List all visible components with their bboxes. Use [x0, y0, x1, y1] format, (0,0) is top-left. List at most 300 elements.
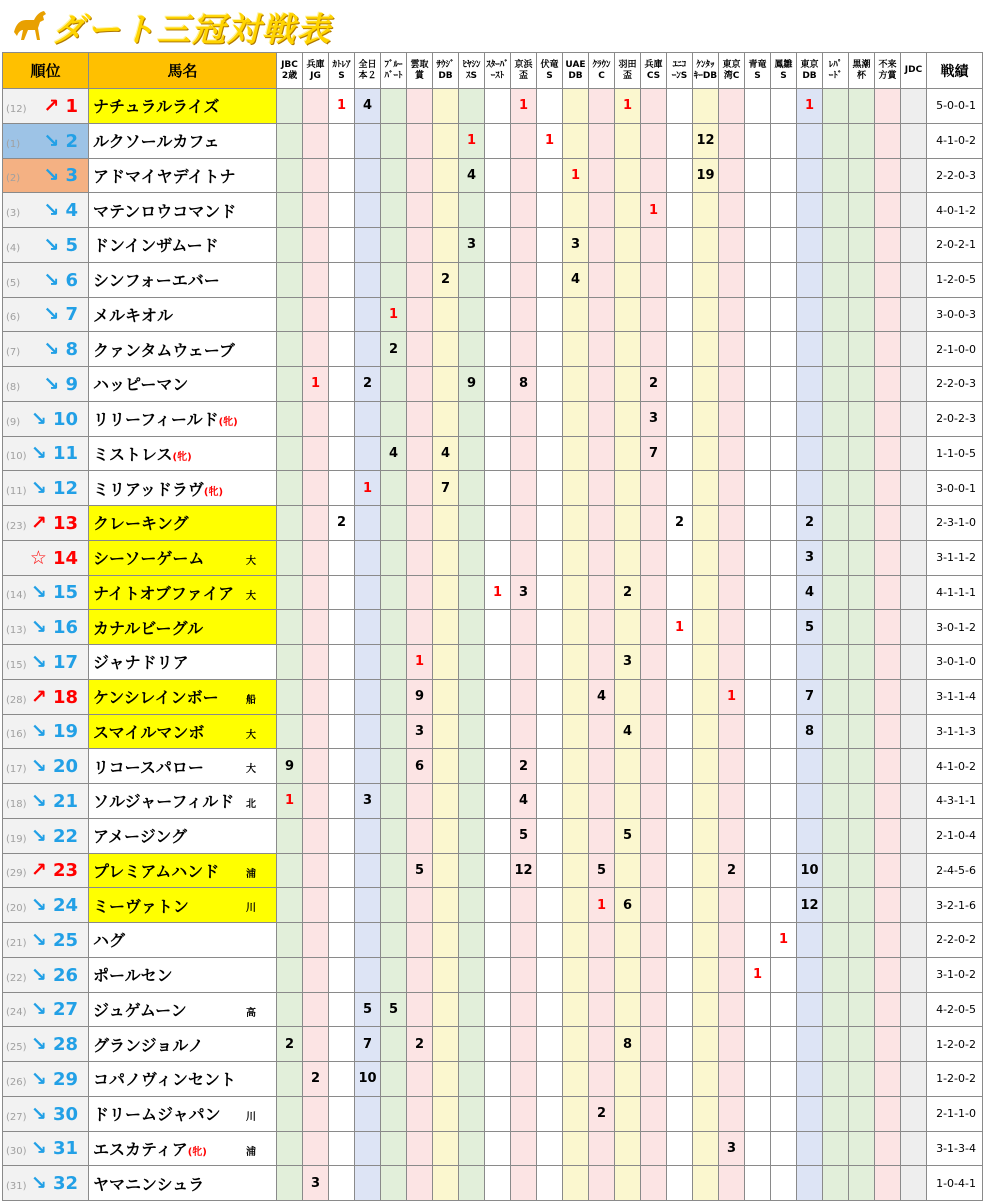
horse-name: クレーキング	[93, 514, 189, 534]
result-cell: 9	[407, 679, 433, 714]
result-cell	[615, 158, 641, 193]
arrow-down-icon: ↘	[31, 755, 47, 778]
race-header: JBC 2歳	[277, 53, 303, 89]
rank-cell	[3, 471, 89, 506]
result-cell	[537, 540, 563, 575]
result-cell	[277, 1166, 303, 1201]
horse-name: スマイルマンボ	[93, 722, 205, 742]
result-cell	[667, 749, 693, 784]
result-cell	[329, 1096, 355, 1131]
table-row	[3, 1096, 983, 1131]
result-cell	[303, 784, 329, 819]
result-cell	[823, 957, 849, 992]
result-cell	[459, 1027, 485, 1062]
horse-name: ミーヴァトン	[93, 896, 189, 916]
result-cell	[329, 436, 355, 471]
result-cell	[563, 1062, 589, 1097]
result-cell	[589, 123, 615, 158]
result-cell	[355, 158, 381, 193]
result-cell	[433, 193, 459, 228]
result-cell	[641, 610, 667, 645]
result-cell	[433, 645, 459, 680]
previous-rank: (4)	[6, 242, 21, 254]
previous-rank: (1)	[6, 138, 21, 150]
record-cell: 3-1-1-4	[927, 679, 983, 714]
result-cell	[537, 1131, 563, 1166]
result-cell	[719, 645, 745, 680]
result-cell	[433, 367, 459, 402]
result-cell	[511, 1096, 537, 1131]
result-cell	[407, 158, 433, 193]
result-cell	[433, 332, 459, 367]
header-rank: 順位	[3, 53, 89, 89]
record-cell: 2-0-2-3	[927, 401, 983, 436]
arrow-down-icon: ↘	[31, 824, 47, 847]
result-cell	[823, 540, 849, 575]
result-cell: 8	[797, 714, 823, 749]
record-cell: 1-1-0-5	[927, 436, 983, 471]
horse-cell	[89, 1131, 277, 1166]
result-cell	[329, 610, 355, 645]
result-cell: 6	[615, 888, 641, 923]
result-cell	[563, 332, 589, 367]
previous-rank: (17)	[6, 764, 27, 776]
horse-name: ナチュラルライズ	[93, 97, 220, 117]
arrow-down-icon: ↘	[43, 372, 60, 395]
result-cell	[615, 228, 641, 263]
result-cell	[511, 1062, 537, 1097]
result-cell	[797, 123, 823, 158]
result-cell	[511, 714, 537, 749]
result-cell	[355, 923, 381, 958]
result-cell	[745, 1096, 771, 1131]
horse-cell	[89, 784, 277, 819]
result-cell: 1	[329, 89, 355, 124]
result-cell	[407, 610, 433, 645]
result-cell	[745, 193, 771, 228]
result-cell	[719, 89, 745, 124]
arrow-down-icon: ↘	[31, 963, 47, 986]
horse-cell	[89, 471, 277, 506]
result-cell	[641, 471, 667, 506]
result-cell	[901, 540, 927, 575]
result-cell	[329, 888, 355, 923]
result-cell	[381, 89, 407, 124]
result-cell	[823, 401, 849, 436]
result-cell	[823, 123, 849, 158]
result-cell	[875, 645, 901, 680]
result-cell	[407, 818, 433, 853]
result-cell	[537, 645, 563, 680]
result-cell	[459, 332, 485, 367]
result-cell	[277, 888, 303, 923]
result-cell	[381, 1131, 407, 1166]
result-cell	[459, 540, 485, 575]
result-cell	[693, 957, 719, 992]
result-cell	[589, 818, 615, 853]
result-cell	[901, 923, 927, 958]
region-mark: 北	[246, 799, 256, 810]
result-cell: 2	[433, 262, 459, 297]
result-cell	[615, 957, 641, 992]
result-cell	[693, 784, 719, 819]
previous-rank: (12)	[6, 103, 27, 115]
result-cell	[823, 818, 849, 853]
filly-mark: (牝)	[218, 417, 238, 429]
result-cell	[693, 228, 719, 263]
horse-name: ソルジャーフィルド	[93, 792, 235, 812]
result-cell: 2	[381, 332, 407, 367]
region-mark: 川	[246, 903, 256, 915]
result-cell	[537, 1166, 563, 1201]
record-cell: 1-2-0-5	[927, 262, 983, 297]
previous-rank: (8)	[6, 381, 21, 393]
arrow-down-icon: ↘	[31, 1033, 47, 1056]
result-cell	[745, 1027, 771, 1062]
result-cell	[303, 645, 329, 680]
previous-rank: (19)	[6, 833, 27, 845]
result-cell	[693, 262, 719, 297]
result-cell	[901, 992, 927, 1027]
result-cell	[693, 853, 719, 888]
result-cell	[875, 193, 901, 228]
rank-number: 12	[52, 478, 78, 500]
result-cell	[719, 714, 745, 749]
result-cell	[797, 262, 823, 297]
result-cell	[901, 575, 927, 610]
race-header: ﾚﾊﾟ ｰﾄﾞ	[823, 53, 849, 89]
previous-rank: (5)	[6, 277, 21, 289]
result-cell	[563, 506, 589, 541]
result-cell	[511, 992, 537, 1027]
result-cell	[745, 818, 771, 853]
previous-rank: (7)	[6, 347, 21, 359]
result-cell	[511, 262, 537, 297]
result-cell	[433, 401, 459, 436]
result-cell	[875, 1096, 901, 1131]
result-cell	[329, 1166, 355, 1201]
result-cell	[329, 853, 355, 888]
result-cell	[589, 471, 615, 506]
result-cell	[901, 367, 927, 402]
record-cell: 2-2-0-3	[927, 158, 983, 193]
result-cell	[615, 1096, 641, 1131]
result-cell: 1	[719, 679, 745, 714]
result-cell	[589, 540, 615, 575]
result-cell	[537, 262, 563, 297]
result-cell	[641, 262, 667, 297]
result-cell	[537, 89, 563, 124]
result-cell	[433, 749, 459, 784]
table-row	[3, 158, 983, 193]
result-cell	[277, 853, 303, 888]
result-cell	[329, 1027, 355, 1062]
result-cell	[849, 228, 875, 263]
rank-number: 10	[52, 408, 78, 430]
result-cell	[329, 749, 355, 784]
result-cell	[381, 158, 407, 193]
record-cell: 3-1-1-3	[927, 714, 983, 749]
result-cell	[719, 1166, 745, 1201]
result-cell	[719, 158, 745, 193]
rank-number: 24	[52, 895, 78, 917]
result-cell	[277, 193, 303, 228]
result-cell	[693, 610, 719, 645]
result-cell	[355, 332, 381, 367]
result-cell	[537, 1096, 563, 1131]
record-cell: 2-1-1-0	[927, 1096, 983, 1131]
result-cell	[771, 401, 797, 436]
table-row	[3, 853, 983, 888]
header-row	[3, 53, 983, 89]
result-cell	[771, 1131, 797, 1166]
result-cell	[797, 1166, 823, 1201]
result-cell	[355, 436, 381, 471]
result-cell	[875, 540, 901, 575]
result-cell: 6	[407, 749, 433, 784]
result-cell	[303, 262, 329, 297]
result-cell	[563, 645, 589, 680]
previous-rank: (27)	[6, 1111, 27, 1123]
result-cell	[693, 992, 719, 1027]
horse-cell	[89, 818, 277, 853]
result-cell	[797, 1131, 823, 1166]
result-cell: 12	[693, 123, 719, 158]
result-cell: 1	[277, 784, 303, 819]
result-cell	[615, 367, 641, 402]
result-cell	[485, 158, 511, 193]
result-cell	[875, 506, 901, 541]
result-cell	[511, 436, 537, 471]
table-row	[3, 679, 983, 714]
result-cell	[485, 1166, 511, 1201]
result-cell: 4	[433, 436, 459, 471]
result-cell	[849, 193, 875, 228]
result-cell	[745, 367, 771, 402]
result-cell	[277, 714, 303, 749]
result-cell	[875, 297, 901, 332]
previous-rank: (29)	[6, 868, 27, 880]
record-cell: 5-0-0-1	[927, 89, 983, 124]
result-cell	[537, 923, 563, 958]
result-cell	[823, 610, 849, 645]
result-cell	[329, 992, 355, 1027]
result-cell	[849, 1027, 875, 1062]
result-cell	[459, 645, 485, 680]
result-cell: 2	[511, 749, 537, 784]
table-row	[3, 262, 983, 297]
result-cell	[303, 888, 329, 923]
result-cell	[381, 123, 407, 158]
result-cell: 4	[615, 714, 641, 749]
result-cell	[901, 89, 927, 124]
result-cell	[459, 610, 485, 645]
result-cell	[719, 193, 745, 228]
record-cell: 2-1-0-0	[927, 332, 983, 367]
result-cell	[823, 158, 849, 193]
result-cell	[485, 1027, 511, 1062]
result-cell	[771, 749, 797, 784]
result-cell	[433, 957, 459, 992]
result-cell	[771, 645, 797, 680]
arrow-down-icon: ↘	[31, 442, 47, 465]
rank-number: 14	[52, 547, 78, 569]
result-cell	[875, 436, 901, 471]
result-cell	[303, 957, 329, 992]
rank-number: 31	[52, 1138, 78, 1160]
result-cell	[875, 818, 901, 853]
result-cell	[667, 436, 693, 471]
horse-cell	[89, 89, 277, 124]
result-cell	[459, 957, 485, 992]
result-cell	[303, 193, 329, 228]
record-cell: 3-0-0-3	[927, 297, 983, 332]
result-cell	[563, 749, 589, 784]
result-cell	[667, 1166, 693, 1201]
result-cell	[433, 1062, 459, 1097]
result-cell	[589, 645, 615, 680]
result-cell	[537, 506, 563, 541]
result-cell	[849, 332, 875, 367]
record-cell: 2-1-0-4	[927, 818, 983, 853]
result-cell	[797, 332, 823, 367]
result-cell	[485, 610, 511, 645]
result-cell	[875, 575, 901, 610]
result-cell: 7	[433, 471, 459, 506]
result-cell	[563, 1027, 589, 1062]
result-cell	[667, 957, 693, 992]
result-cell	[797, 818, 823, 853]
result-cell	[875, 1027, 901, 1062]
result-cell	[615, 471, 641, 506]
star-icon: ☆	[29, 546, 47, 569]
result-cell	[667, 332, 693, 367]
result-cell	[615, 123, 641, 158]
result-cell	[459, 714, 485, 749]
result-cell	[901, 957, 927, 992]
horse-name: ドリームジャパン	[93, 1105, 221, 1125]
result-cell	[849, 714, 875, 749]
rank-cell	[3, 401, 89, 436]
record-cell: 2-3-1-0	[927, 506, 983, 541]
result-cell: 3	[797, 540, 823, 575]
rank-number: 8	[65, 339, 78, 361]
arrow-up-icon: ↗	[31, 859, 47, 882]
result-cell	[381, 888, 407, 923]
result-cell	[485, 401, 511, 436]
region-mark: 大	[246, 590, 256, 602]
result-cell	[719, 367, 745, 402]
result-cell	[329, 297, 355, 332]
result-cell	[823, 645, 849, 680]
result-cell	[641, 957, 667, 992]
result-cell	[563, 992, 589, 1027]
record-cell: 4-1-0-2	[927, 749, 983, 784]
result-cell	[641, 923, 667, 958]
previous-rank: (16)	[6, 729, 27, 741]
result-cell	[667, 923, 693, 958]
result-cell	[641, 506, 667, 541]
horse-icon	[10, 6, 50, 46]
table-row	[3, 957, 983, 992]
rank-cell	[3, 714, 89, 749]
result-cell	[485, 888, 511, 923]
rank-cell	[3, 540, 89, 575]
result-cell	[537, 1027, 563, 1062]
result-cell	[355, 957, 381, 992]
result-cell: 7	[797, 679, 823, 714]
result-cell	[511, 957, 537, 992]
race-header: ｸﾗｳﾝ C	[589, 53, 615, 89]
rank-cell	[3, 436, 89, 471]
result-cell	[875, 1166, 901, 1201]
horse-name: ケンシレインボー	[93, 688, 219, 708]
result-cell	[901, 888, 927, 923]
horse-cell	[89, 262, 277, 297]
result-cell	[615, 506, 641, 541]
record-cell: 3-1-1-2	[927, 540, 983, 575]
horse-name: ヤマニンシュラ	[93, 1174, 205, 1194]
result-cell	[667, 714, 693, 749]
result-cell	[719, 540, 745, 575]
result-cell	[745, 471, 771, 506]
result-cell	[381, 401, 407, 436]
result-cell	[849, 1131, 875, 1166]
result-cell	[303, 89, 329, 124]
race-header: 鳳雛 S	[771, 53, 797, 89]
table-row	[3, 401, 983, 436]
result-cell	[823, 853, 849, 888]
result-cell	[511, 123, 537, 158]
result-cell	[381, 262, 407, 297]
result-cell	[641, 853, 667, 888]
result-cell	[797, 784, 823, 819]
result-cell: 2	[719, 853, 745, 888]
result-cell	[563, 784, 589, 819]
horse-cell	[89, 923, 277, 958]
result-cell	[537, 401, 563, 436]
result-cell	[719, 957, 745, 992]
result-cell	[459, 923, 485, 958]
record-cell: 3-0-1-2	[927, 610, 983, 645]
result-cell	[329, 401, 355, 436]
result-cell	[407, 123, 433, 158]
result-cell	[303, 123, 329, 158]
result-cell	[355, 506, 381, 541]
result-cell	[433, 784, 459, 819]
result-cell	[901, 1062, 927, 1097]
result-cell	[589, 992, 615, 1027]
result-cell	[693, 367, 719, 402]
result-cell	[537, 332, 563, 367]
table-row	[3, 575, 983, 610]
result-cell: 1	[381, 297, 407, 332]
region-mark: 船	[246, 694, 256, 706]
result-cell	[771, 228, 797, 263]
result-cell	[589, 714, 615, 749]
result-cell	[901, 1096, 927, 1131]
result-cell: 3	[511, 575, 537, 610]
result-cell	[381, 1027, 407, 1062]
result-cell	[589, 923, 615, 958]
rank-number: 28	[52, 1034, 78, 1056]
result-cell: 3	[641, 401, 667, 436]
result-cell	[433, 818, 459, 853]
result-cell	[303, 575, 329, 610]
result-cell	[277, 262, 303, 297]
result-cell	[433, 1166, 459, 1201]
result-cell	[329, 679, 355, 714]
